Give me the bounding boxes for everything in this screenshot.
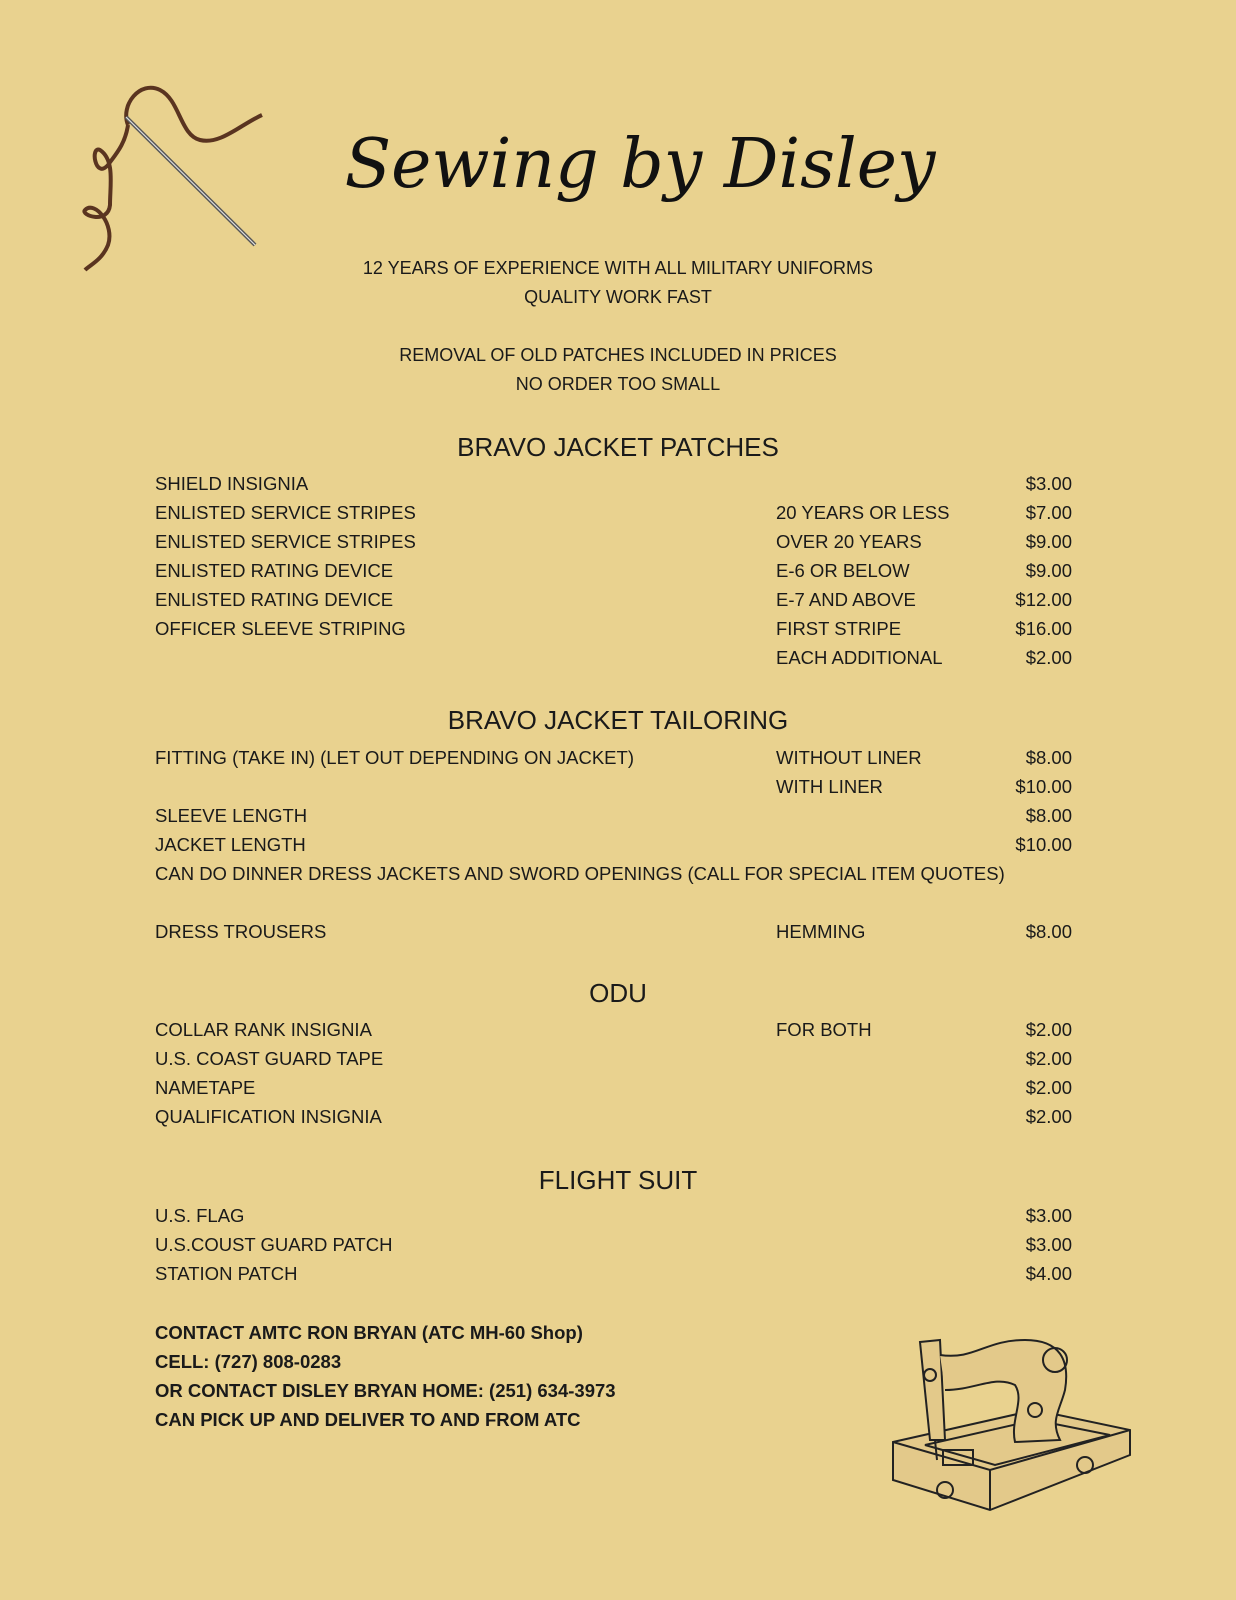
tagline: REMOVAL OF OLD PATCHES INCLUDED IN PRICES bbox=[399, 345, 837, 365]
service-name: JACKET LENGTH bbox=[155, 834, 306, 855]
tagline: 12 YEARS OF EXPERIENCE WITH ALL MILITARY UNIFORMS bbox=[362, 258, 874, 278]
service-name: SHIELD INSIGNIA bbox=[155, 473, 309, 494]
service-name: NAMETAPE bbox=[155, 1077, 256, 1098]
service-price: $2.00 bbox=[1025, 647, 1072, 668]
page-title: Sewing by Disley bbox=[344, 125, 936, 204]
service-option: E-7 AND ABOVE bbox=[776, 589, 916, 610]
service-option: WITHOUT LINER bbox=[776, 747, 922, 768]
service-price: $8.00 bbox=[1025, 747, 1072, 768]
service-option: OVER 20 YEARS bbox=[776, 531, 922, 552]
service-price: $2.00 bbox=[1025, 1019, 1072, 1040]
service-name: COLLAR RANK INSIGNIA bbox=[155, 1019, 372, 1040]
service-price: $16.00 bbox=[1015, 618, 1072, 639]
section-heading: BRAVO JACKET PATCHES bbox=[457, 432, 779, 462]
price-row bbox=[155, 1102, 1072, 1131]
service-name: ENLISTED SERVICE STRIPES bbox=[155, 502, 416, 523]
price-row bbox=[155, 1073, 1072, 1102]
price-row bbox=[155, 917, 1072, 946]
service-price: $9.00 bbox=[1025, 560, 1072, 581]
price-row bbox=[155, 498, 1072, 527]
section-heading: FLIGHT SUIT bbox=[538, 1165, 698, 1195]
service-option: HEMMING bbox=[776, 921, 866, 942]
service-name: U.S. FLAG bbox=[155, 1205, 245, 1226]
price-row bbox=[155, 830, 1072, 859]
contact-line: CAN PICK UP AND DELIVER TO AND FROM ATC bbox=[155, 1409, 581, 1430]
tagline: QUALITY WORK FAST bbox=[524, 287, 712, 307]
service-name: DRESS TROUSERS bbox=[155, 921, 327, 942]
sewing-machine-illustration bbox=[885, 1330, 1135, 1530]
service-option: E-6 OR BELOW bbox=[776, 560, 910, 581]
price-row bbox=[155, 643, 1072, 672]
price-row bbox=[155, 1259, 1072, 1288]
service-price: $4.00 bbox=[1025, 1263, 1072, 1284]
service-option: EACH ADDITIONAL bbox=[776, 647, 943, 668]
service-price: $10.00 bbox=[1015, 834, 1072, 855]
price-row bbox=[155, 585, 1072, 614]
service-price: $2.00 bbox=[1025, 1106, 1072, 1127]
service-name: U.S. COAST GUARD TAPE bbox=[155, 1048, 384, 1069]
tagline: NO ORDER TOO SMALL bbox=[515, 374, 721, 394]
service-option: 20 YEARS OR LESS bbox=[776, 502, 950, 523]
service-price: $2.00 bbox=[1025, 1077, 1072, 1098]
service-price: $3.00 bbox=[1025, 1234, 1072, 1255]
service-name: STATION PATCH bbox=[155, 1263, 298, 1284]
price-row bbox=[155, 743, 1072, 772]
service-price: $8.00 bbox=[1025, 805, 1072, 826]
price-row bbox=[155, 801, 1072, 830]
price-row bbox=[155, 527, 1072, 556]
service-name: OFFICER SLEEVE STRIPING bbox=[155, 618, 406, 639]
price-row bbox=[155, 614, 1072, 643]
price-row bbox=[155, 859, 1072, 888]
contact-line: CONTACT AMTC RON BRYAN (ATC MH-60 Shop) bbox=[155, 1322, 583, 1343]
service-price: $9.00 bbox=[1025, 531, 1072, 552]
contact-info bbox=[155, 1318, 616, 1434]
price-row bbox=[155, 888, 1072, 917]
service-name: ENLISTED RATING DEVICE bbox=[155, 560, 394, 581]
price-row bbox=[155, 1015, 1072, 1044]
service-price: $10.00 bbox=[1015, 776, 1072, 797]
service-price: $3.00 bbox=[1025, 1205, 1072, 1226]
service-name: QUALIFICATION INSIGNIA bbox=[155, 1106, 382, 1127]
contact-line: OR CONTACT DISLEY BRYAN HOME: (251) 634-3973 bbox=[155, 1380, 616, 1401]
section-heading: ODU bbox=[589, 978, 647, 1008]
service-price: $8.00 bbox=[1025, 921, 1072, 942]
service-name: ENLISTED SERVICE STRIPES bbox=[155, 531, 416, 552]
contact-line: CELL: (727) 808-0283 bbox=[155, 1351, 342, 1372]
service-option: FIRST STRIPE bbox=[776, 618, 902, 639]
service-option: WITH LINER bbox=[776, 776, 883, 797]
price-row bbox=[155, 1044, 1072, 1073]
price-row bbox=[155, 556, 1072, 585]
service-price: $7.00 bbox=[1025, 502, 1072, 523]
service-name: FITTING (TAKE IN) (LET OUT DEPENDING ON JACKET) bbox=[155, 747, 634, 768]
service-price: $12.00 bbox=[1015, 589, 1072, 610]
price-row bbox=[155, 1230, 1072, 1259]
service-name: CAN DO DINNER DRESS JACKETS AND SWORD OPENINGS (CALL FOR SPECIAL ITEM QUOTES) bbox=[155, 863, 1005, 884]
needle-thread-icon bbox=[70, 75, 270, 275]
price-row bbox=[155, 1201, 1072, 1230]
service-option: FOR BOTH bbox=[776, 1019, 872, 1040]
service-name: ENLISTED RATING DEVICE bbox=[155, 589, 394, 610]
section-heading: BRAVO JACKET TAILORING bbox=[447, 705, 789, 735]
service-price: $3.00 bbox=[1025, 473, 1072, 494]
service-price: $2.00 bbox=[1025, 1048, 1072, 1069]
price-row bbox=[155, 469, 1072, 498]
service-name: U.S.COUST GUARD PATCH bbox=[155, 1234, 393, 1255]
price-row bbox=[155, 772, 1072, 801]
service-name: SLEEVE LENGTH bbox=[155, 805, 308, 826]
